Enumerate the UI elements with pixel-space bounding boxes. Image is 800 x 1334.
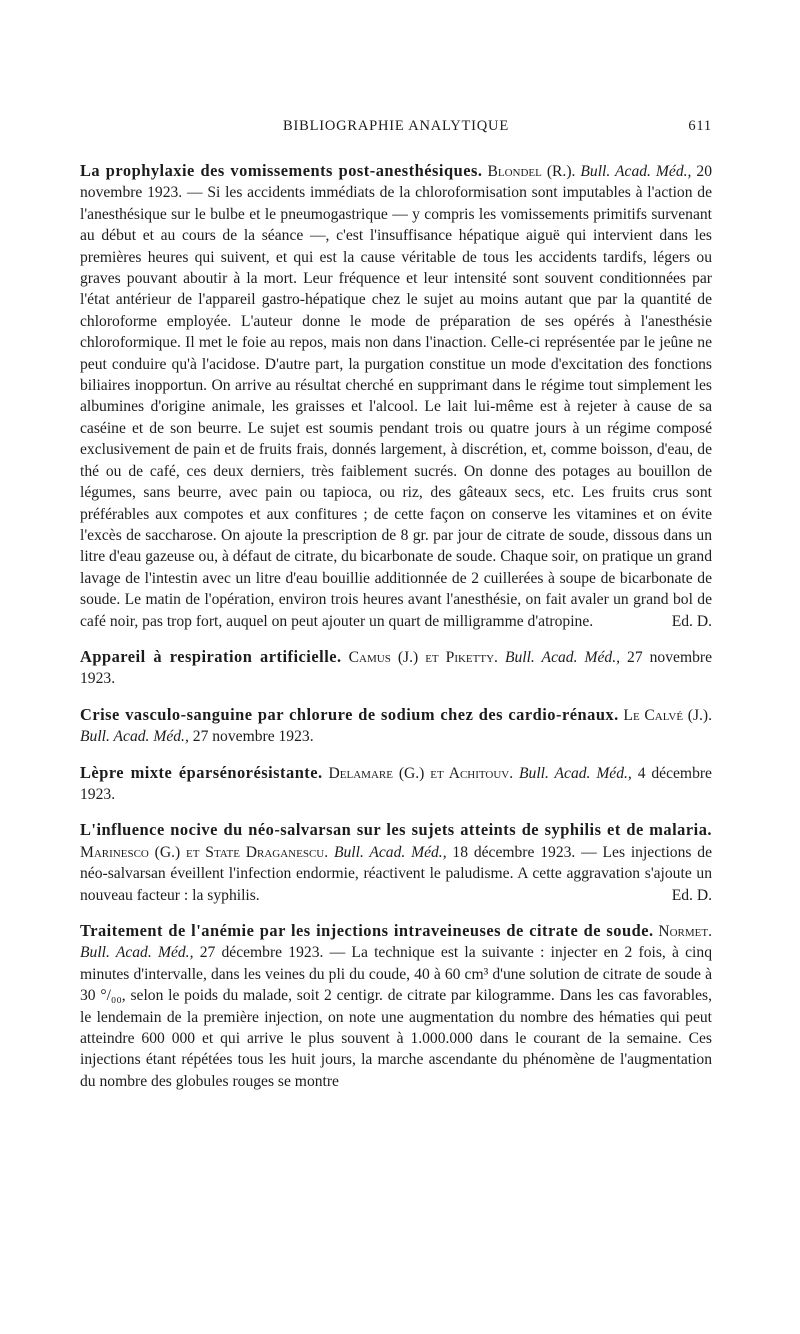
- page-header: [80, 118, 712, 138]
- article-date: 27 novembre 1923.: [80, 648, 712, 688]
- article-author: Camus (J.) et Piketty.: [348, 648, 498, 666]
- article-entry: [80, 762, 712, 806]
- article-abstract: — Les injections de néo-salvarsan éveillent l'infection endormie, réactivent le paludisme. A cette aggravation s'ajoute un nouveau facteur : la syphilis.: [80, 843, 712, 904]
- article-date: 4 décembre 1923.: [80, 764, 712, 803]
- article-date: 27 novembre 1923.: [192, 728, 314, 746]
- article-signature: Ed. D.: [671, 886, 712, 904]
- article-author: Le Calvé (J.).: [623, 706, 713, 724]
- article-journal: Bull. Acad. Méd.,: [580, 163, 692, 180]
- article-journal: Bull. Acad. Méd.,: [519, 764, 632, 782]
- article-entry: [80, 920, 712, 1092]
- page-number: 611: [688, 118, 712, 134]
- article-author: Delamare (G.) et Achitouv.: [328, 764, 514, 782]
- article-entry: [80, 704, 712, 748]
- article-title: Lèpre mixte éparsénorésistante.: [80, 762, 323, 782]
- article-date: 27 décembre 1923.: [199, 944, 324, 962]
- article-date: 18 décembre 1923.: [452, 843, 576, 861]
- article-abstract: — Si les accidents immédiats de la chloroformisation sont imputables à l'action de l'anesthésique sur le bulbe et le pneumogastrique — y compris les vomissements primitifs survenant au début et au cours de la séance —, c'est l'insuffisance hépatique aiguë qui intervient dans les premières heures qui suivent, et qui est la cause véritable de tous les accidents tardifs, légers ou graves pouvant aboutir à la mort. Leur fréquence et leur intensité sont souvent conditionnées par l'état antérieur de l'appareil gastro-hépatique chez le sujet au moins autant que par la quantité de chloroforme employée. L'auteur donne le mode de préparation de ses opérés à l'anesthésie chloroformique. Il met le foie au repos, mais non dans l'inaction. Celle-ci représentée par le jeûne ne peut conduire qu'à l'acidose. D'autre part, la purgation constitue un mode d'excitation des fonctions biliaires inopportun. On arrive au résultat cherché en supprimant dans le régime tout simplement les albumines d'origine animale, les graisses et l'alcool. Le lait lui-même est à rejeter à cause de sa caséine et de son beurre. Le sujet est soumis pendant trois ou quatre jours à un régime composé exclusivement de pain et de fruits frais, donnés largement, à discrétion, et, comme boisson, d'eau, de thé ou de café, ces deux derniers, très faiblement sucrés. On donne des potages au bouillon de légumes, sans beurre, avec pain ou tapioca, ou riz, des gâteaux secs, etc. Les fruits crus sont préférables aux compotes et aux confitures ; de cette façon on conserve les vitamines et on évite l'excès de saccharose. On ajoute la prescription de 8 gr. par jour de citrate de soude, dissous dans un litre d'eau gazeuse ou, à défaut de citrate, du bicarbonate de soude. Chaque soir, on pratique un grand lavage de l'intestin avec un litre d'eau bouillie additionnée de 2 cuillerées à soupe de bicarbonate de soude. Le matin de l'opération, environ trois heures avant l'anesthésie, on fait avaler un grand bol de café noir, pas trop fort, auquel on peut ajouter un quart de milligramme d'atropine.: [80, 184, 712, 630]
- article-author: Normet.: [658, 923, 712, 940]
- article-abstract: — La technique est la suivante : injecter en 2 fois, à cinq minutes d'intervalle, dans les veines du pli du coude, 40 à 60 cm³ d'une solution de citrate de soude à 30 °/₀₀, selon le poids du malade, soit 2 centigr. de citrate par kilogramme. Dans les cas favorables, le lendemain de la première injection, on note une augmentation du nombre des hématies qui peut atteindre 600 000 et qui arrive le plus souvent à 1.000.000 dans le courant de la semaine. Ces injections étant répétées tous les huit jours, la marche ascendante du phénomène de l'augmentation du nombre des globules rouges se montre: [80, 944, 712, 1090]
- article-journal: Bull. Acad. Méd.,: [80, 728, 189, 746]
- article-title: Appareil à respiration artificielle.: [80, 646, 342, 666]
- article-title: L'influence nocive du néo-salvarsan sur les sujets atteints de syphilis et de malaria.: [80, 820, 712, 840]
- running-title: BIBLIOGRAPHIE ANALYTIQUE: [283, 118, 509, 134]
- article-date: 20 novembre 1923.: [80, 163, 712, 202]
- article-entry: [80, 819, 712, 906]
- article-journal: Bull. Acad. Méd.,: [504, 648, 621, 666]
- article-author: Marinesco (G.) et State Draganescu.: [80, 843, 329, 861]
- article-author: Blondel (R.).: [487, 163, 576, 180]
- article-title: Traitement de l'anémie par les injections intraveineuses de citrate de soude.: [80, 921, 654, 940]
- article-entry: [80, 160, 712, 632]
- article-signature: Ed. D.: [671, 612, 712, 630]
- article-title: Crise vasculo-sanguine par chlorure de sodium chez des cardio-rénaux.: [80, 704, 619, 724]
- bibliography-body: [80, 160, 712, 1106]
- article-title: La prophylaxie des vomissements post-anesthésiques.: [80, 161, 483, 180]
- article-journal: Bull. Acad. Méd.,: [333, 843, 447, 861]
- article-journal: Bull. Acad. Méd.,: [80, 944, 194, 962]
- article-entry: [80, 646, 712, 690]
